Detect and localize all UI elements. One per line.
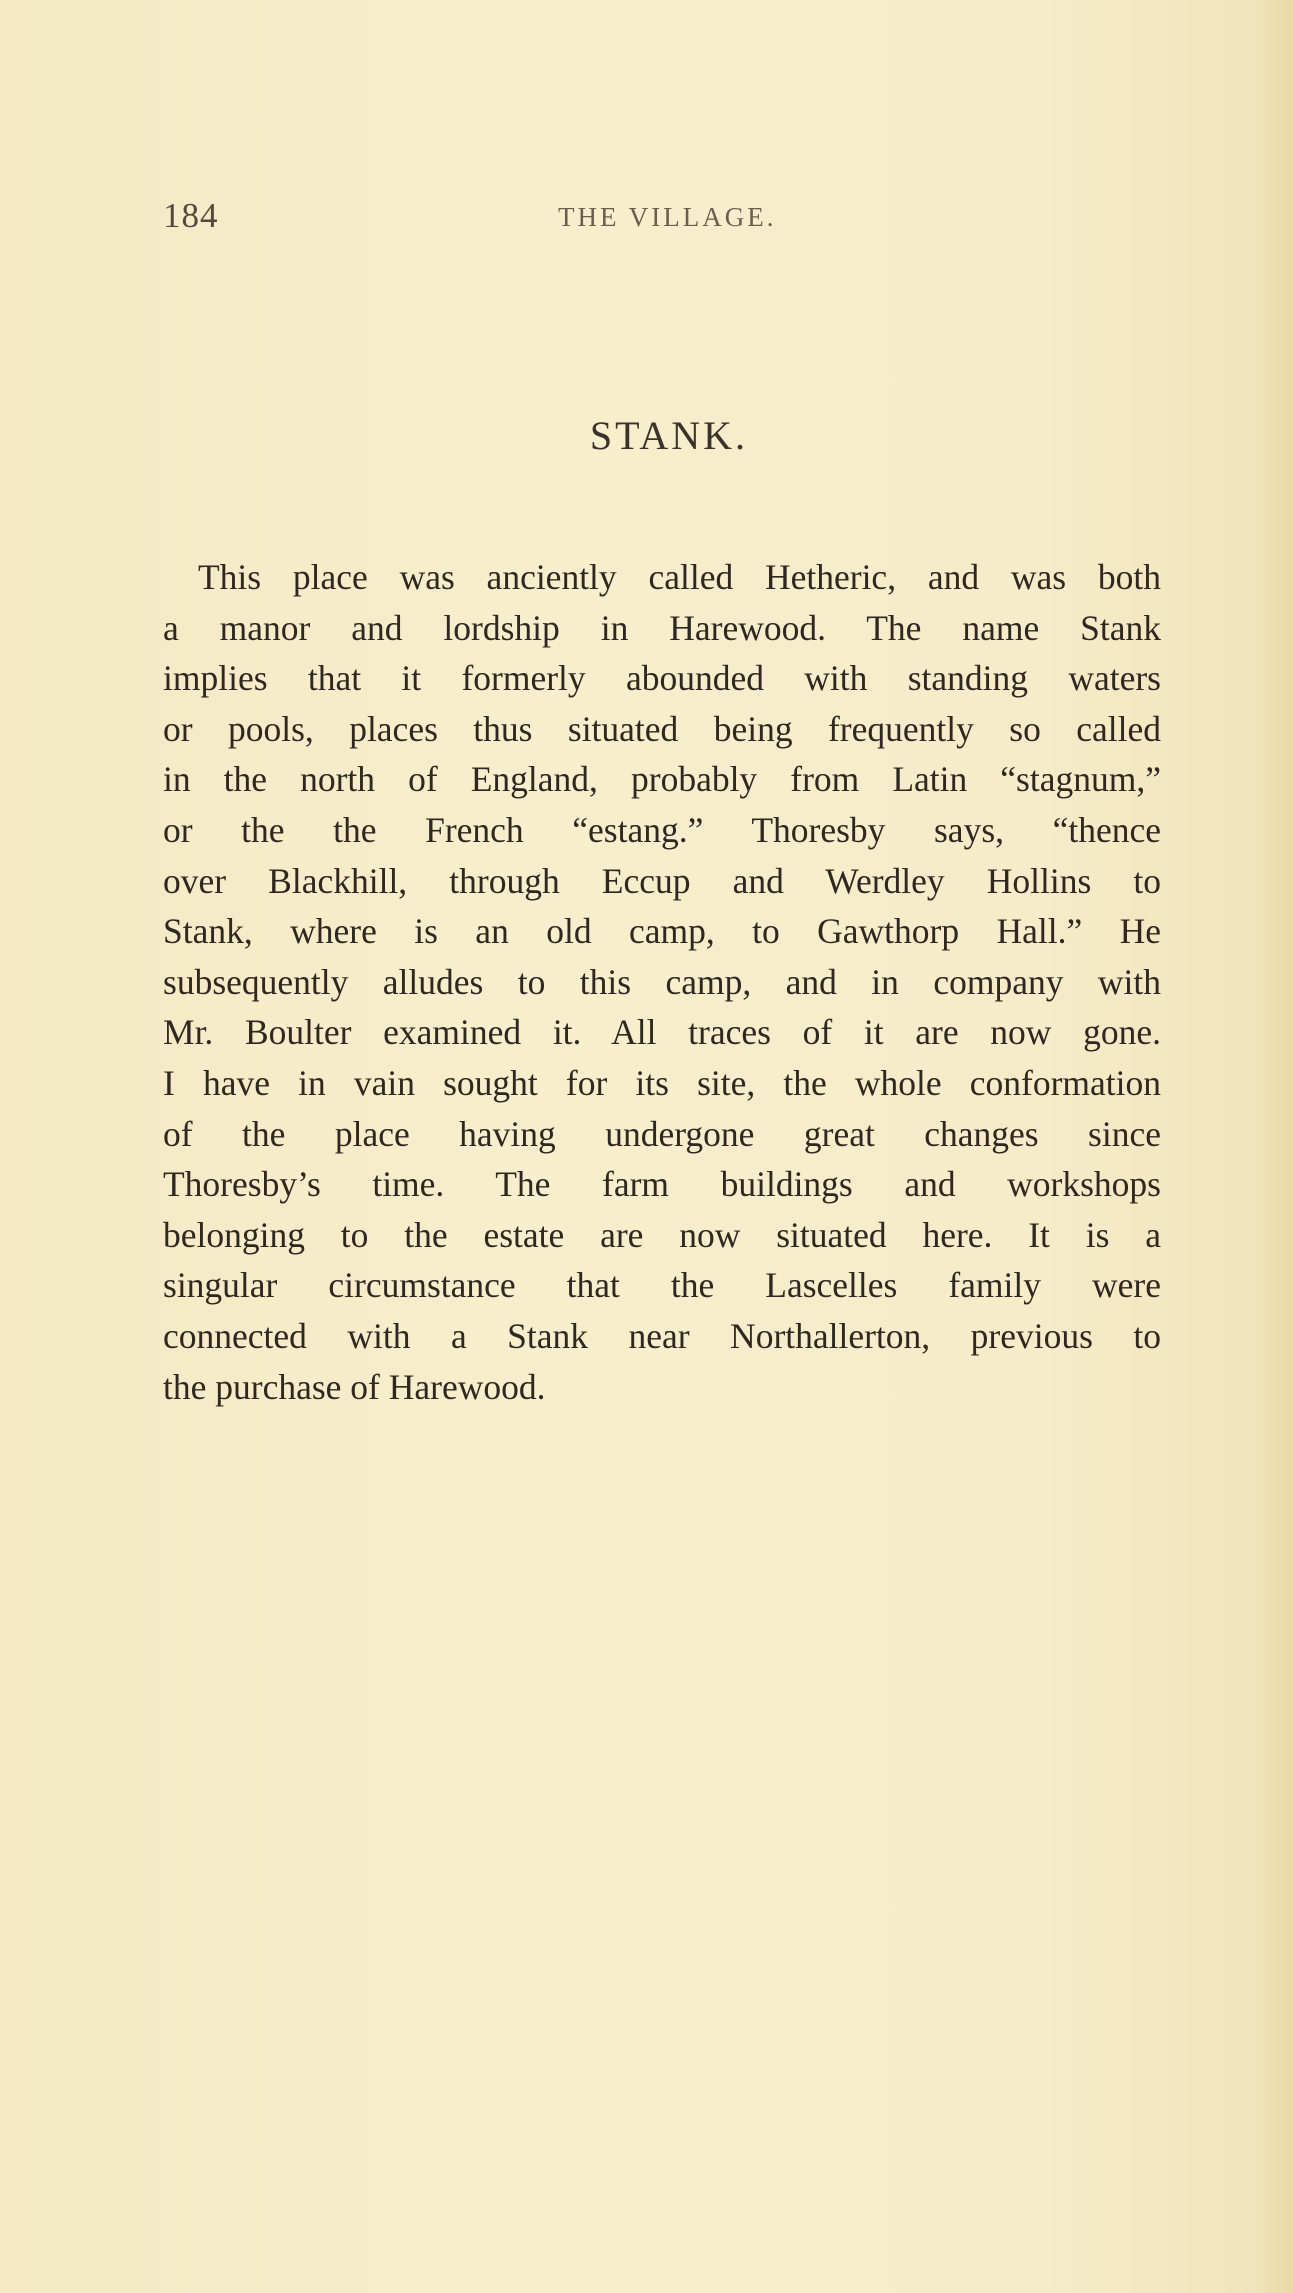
text-line: singular circumstance that the Lascelles family were [163,1265,1161,1306]
text-line: or the the French “estang.” Thoresby says, “thence [163,809,1161,850]
text-line: This place was anciently called Hetheric, and was both [198,557,1161,597]
text-line: belonging to the estate are now situated here. It is a [163,1214,1161,1255]
text-line: or pools, places thus situated being frequently so called [163,708,1161,749]
text-line: Thoresby’s time. The farm buildings and workshops [163,1164,1161,1205]
text-line: implies that it formerly abounded with standing waters [163,658,1161,699]
section-title: STANK. [589,413,749,458]
text-line: of the place having undergone great changes since [163,1113,1161,1154]
text-line: a manor and lordship in Harewood. The name Stank [163,607,1161,648]
text-line: subsequently alludes to this camp, and in company with [163,961,1161,1002]
text-line: in the north of England, probably from Latin “stagnum,” [163,759,1161,800]
text-line: Stank, where is an old camp, to Gawthorp Hall.” He [163,911,1161,952]
page-edge-shadow [1253,0,1293,2293]
text-line: Mr. Boulter examined it. All traces of it are now gone. [163,1012,1161,1053]
text-line: I have in vain sought for its site, the whole conformation [163,1062,1161,1103]
text-line: connected with a Stank near Northallerton, previous to [163,1315,1161,1356]
body-paragraph [163,552,1161,1412]
page-number: 184 [163,196,219,235]
text-line: over Blackhill, through Eccup and Werdley Hollins to [163,860,1161,901]
running-head: THE VILLAGE. [558,202,777,232]
text-line: the purchase of Harewood. [163,1366,546,1407]
